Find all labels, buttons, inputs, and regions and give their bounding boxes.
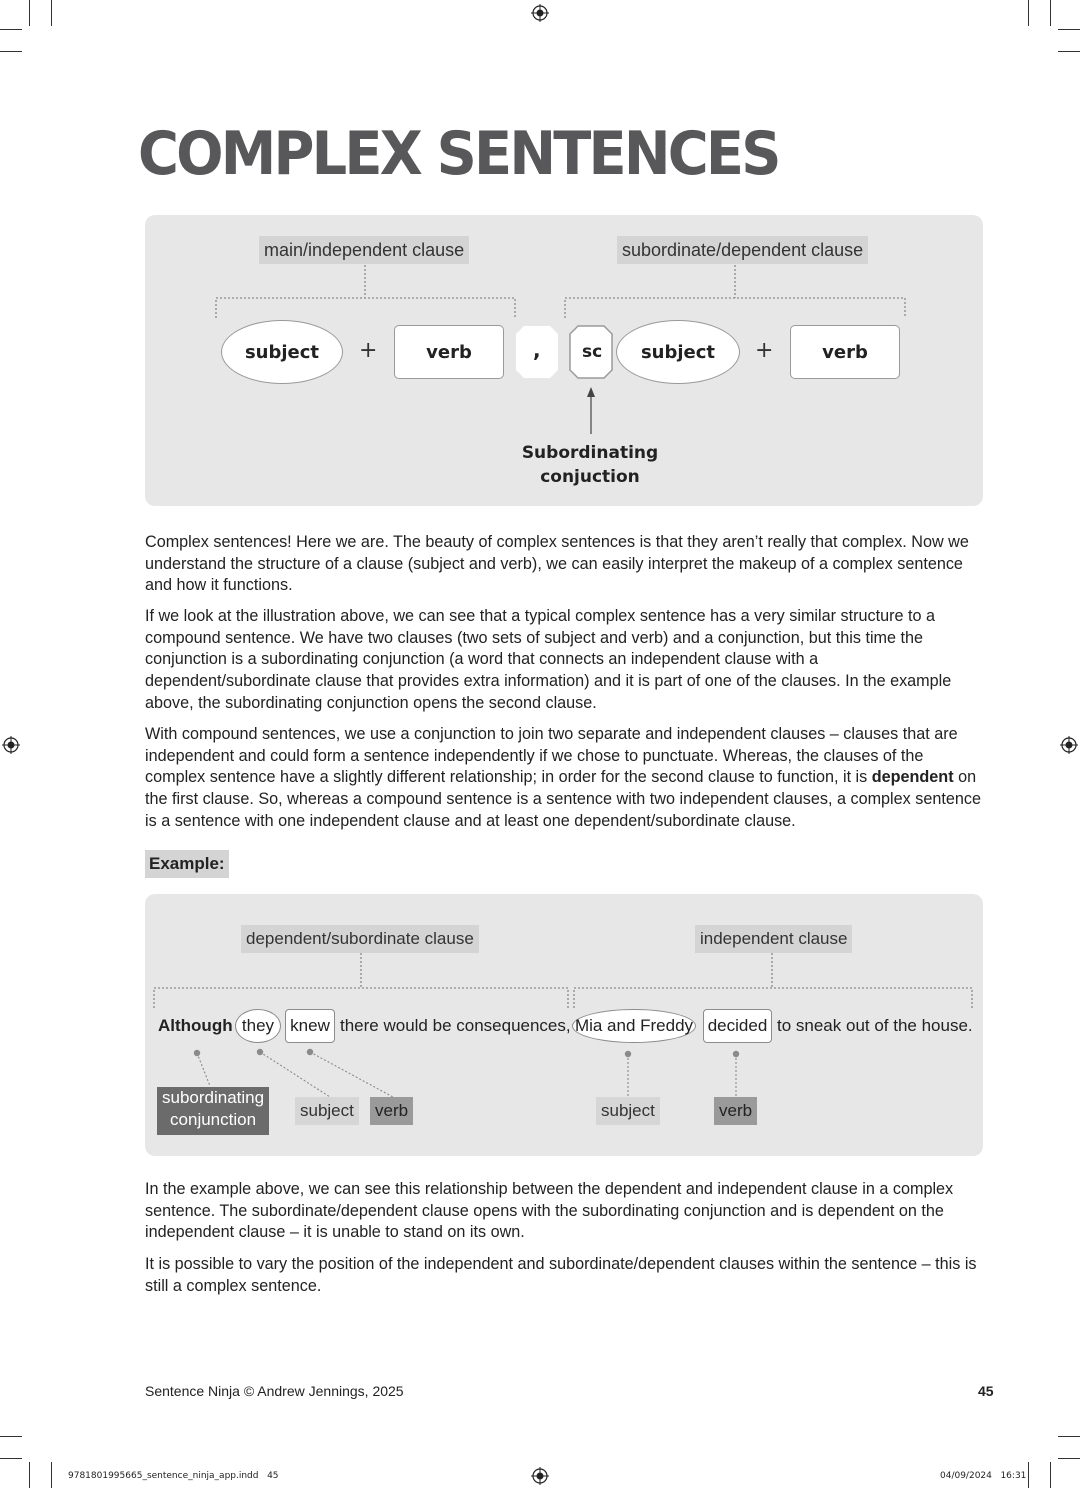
label-line: conjunction: [170, 1110, 257, 1129]
example-word-decided: decided: [703, 1009, 772, 1043]
emphasis-text: dependent: [871, 768, 954, 787]
main-clause-label: main/independent clause: [259, 236, 469, 264]
subject-node: subject: [221, 320, 343, 384]
caption-line: conjuction: [540, 467, 640, 487]
crop-mark: [1058, 1436, 1080, 1437]
crop-mark: [0, 1458, 22, 1459]
independent-clause-label: independent clause: [695, 925, 852, 953]
verb-node: verb: [394, 325, 504, 379]
crop-mark: [29, 1462, 30, 1488]
page-number: 45: [978, 1383, 994, 1399]
paragraph: In the example above, we can see this relationship between the dependent and independent clause in a complex sentence. The subordinate/dependent clause opens with the subordinating conjunction and is dependent on the independent clause – it is unable to stand on its own.: [145, 1180, 954, 1242]
registration-mark-icon: [531, 1467, 549, 1485]
comma-node: ,: [533, 338, 541, 362]
subordinate-clause-label: subordinate/dependent clause: [617, 236, 868, 264]
crop-mark: [51, 1462, 52, 1488]
sc-node: sc: [582, 342, 603, 362]
verb-label: verb: [714, 1097, 757, 1125]
label-line: subordinating: [162, 1088, 265, 1107]
plus-sign: +: [755, 338, 774, 363]
subject-label: subject: [295, 1097, 359, 1125]
dependent-clause-label: dependent/subordinate clause: [241, 925, 479, 953]
example-word-rest2: to sneak out of the house.: [777, 1016, 973, 1035]
page-title: COMPLEX SENTENCES: [138, 119, 779, 189]
crop-mark: [1058, 1458, 1080, 1459]
paragraph: It is possible to vary the position of the independent and subordinate/dependent clauses within the sentence – this is still a complex sentence.: [145, 1255, 977, 1295]
paragraph: If we look at the illustration above, we can see that a typical complex sentence has a very similar structure to a compound sentence. We have two clauses (two sets of subject and verb) and a conjunction, but this time the conjunction is a subordinating conjunction (a word that connects an independent clause with a dependent/subordinate clause that provides extra information) and it is part of one of the clauses. In the example above, the subordinating conjunction opens the second clause.: [145, 607, 952, 712]
slug-filename: 9781801995665_sentence_ninja_app.indd 45: [68, 1471, 279, 1481]
crop-mark: [1028, 1462, 1029, 1488]
plus-sign: +: [359, 338, 378, 363]
slug-date: 04/09/2024 16:31: [940, 1471, 1027, 1481]
example-word-mia-and-freddy: Mia and Freddy: [572, 1009, 696, 1043]
subject-node: subject: [616, 320, 740, 384]
footer-credit: Sentence Ninja © Andrew Jennings, 2025: [145, 1383, 404, 1399]
example-word-they: they: [235, 1009, 281, 1043]
crop-mark: [1050, 1462, 1051, 1488]
example-heading: Example:: [145, 850, 229, 878]
subject-label: subject: [596, 1097, 660, 1125]
subordinating-conjunction-label: [157, 1087, 269, 1135]
paragraph-text: With compound sentences, we use a conjunction to join two separate and independent clauses – clauses that are independent and could form a sentence independently if we chose to punctuate. Whereas, the clauses of the complex sentence have a slightly different relationship; in order for the second clause to function, it is: [145, 725, 958, 787]
example-word-rest1: there would be consequences,: [340, 1016, 571, 1035]
verb-label: verb: [370, 1097, 413, 1125]
paragraph: Complex sentences! Here we are. The beauty of complex sentences is that they aren’t really that complex. Now we understand the structure of a clause (subject and verb), we can easily interpret the makeup of a complex sentence and how it functions.: [145, 533, 969, 595]
caption-line: Subordinating: [521, 443, 659, 463]
crop-mark: [0, 1436, 22, 1437]
verb-node: verb: [790, 325, 900, 379]
example-word-although: Although: [158, 1016, 233, 1035]
example-word-knew: knew: [285, 1009, 335, 1043]
paragraph-text: on the first clause. So, whereas a compound sentence is a sentence with two independent clauses, a complex sentence is a sentence with one independent clause and at least one dependent/subordinate clause.: [145, 768, 981, 830]
